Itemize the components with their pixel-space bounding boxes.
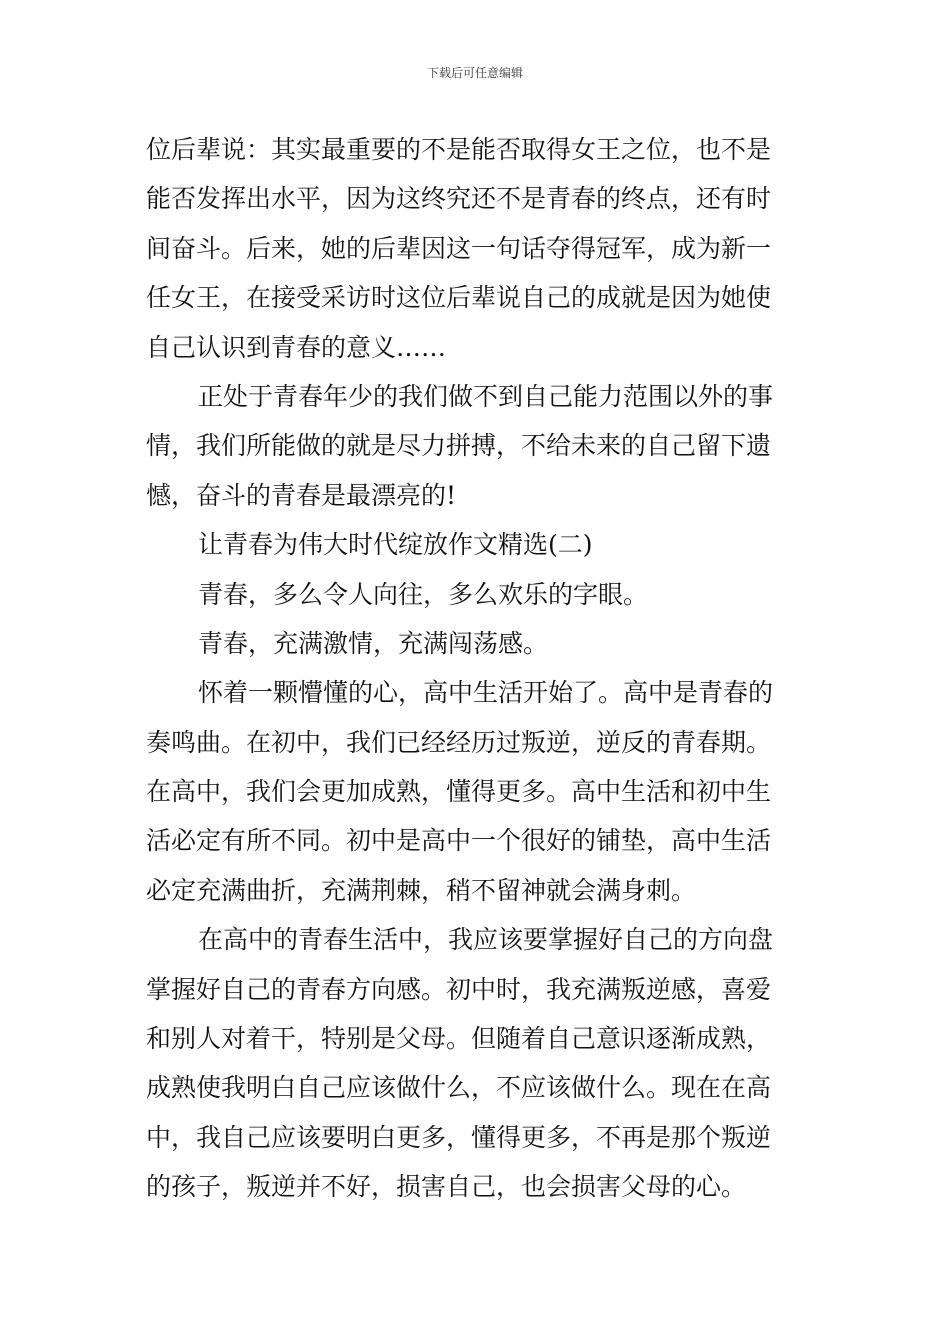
text-line: 能否发挥出水平，因为这终究还不是青春的终点，还有时	[146, 184, 772, 214]
paragraph-first-line: 在高中的青春生活中，我应该要掌握好自己的方向盘	[198, 925, 774, 955]
text-line: 位后辈说：其实最重要的不是能否取得女王之位，也不是	[146, 135, 772, 164]
page-header-watermark: 下载后可任意编辑	[426, 66, 523, 80]
text-line: 和别人对着干，特别是父母。但随着自己意识逐渐成熟，	[146, 1024, 772, 1054]
text-line: 任女王，在接受采访时这位后辈说自己的成就是因为她使	[146, 283, 772, 313]
text-line: 成熟使我明白自己应该做什么，不应该做什么。现在在高	[146, 1073, 772, 1103]
text-line: 憾，奋斗的青春是最漂亮的!	[146, 480, 457, 510]
text-line: 必定充满曲折，充满荆棘，稍不留神就会满身刺。	[146, 875, 697, 905]
text-line: 奏鸣曲。在初中，我们已经经历过叛逆，逆反的青春期。	[146, 727, 772, 757]
document-body	[146, 125, 808, 1212]
text-line: 掌握好自己的青春方向感。初中时，我充满叛逆感，喜爱	[146, 974, 772, 1004]
text-line: 中，我自己应该要明白更多，懂得更多，不再是那个叛逆	[146, 1122, 772, 1152]
section-title: 让青春为伟大时代绽放作文精选(二)	[198, 530, 593, 560]
paragraph-first-line: 正处于青春年少的我们做不到自己能力范围以外的事	[198, 381, 774, 411]
text-line: 间奋斗。后来，她的后辈因这一句话夺得冠军，成为新一	[146, 233, 772, 263]
paragraph-first-line: 青春，充满激情，充满闯荡感。	[198, 628, 549, 658]
text-line: 活必定有所不同。初中是高中一个很好的铺垫，高中生活	[146, 826, 772, 856]
paragraph-first-line: 青春，多么令人向往，多么欢乐的字眼。	[198, 579, 649, 609]
text-line: 自己认识到青春的意义……	[146, 332, 447, 362]
text-line: 在高中，我们会更加成熟，懂得更多。高中生活和初中生	[146, 777, 772, 807]
paragraph-first-line: 怀着一颗懵懂的心，高中生活开始了。高中是青春的	[198, 678, 774, 708]
text-line: 的孩子，叛逆并不好，损害自己，也会损害父母的心。	[146, 1172, 747, 1202]
text-line: 情，我们所能做的就是尽力拼搏，不给未来的自己留下遗	[146, 431, 772, 461]
